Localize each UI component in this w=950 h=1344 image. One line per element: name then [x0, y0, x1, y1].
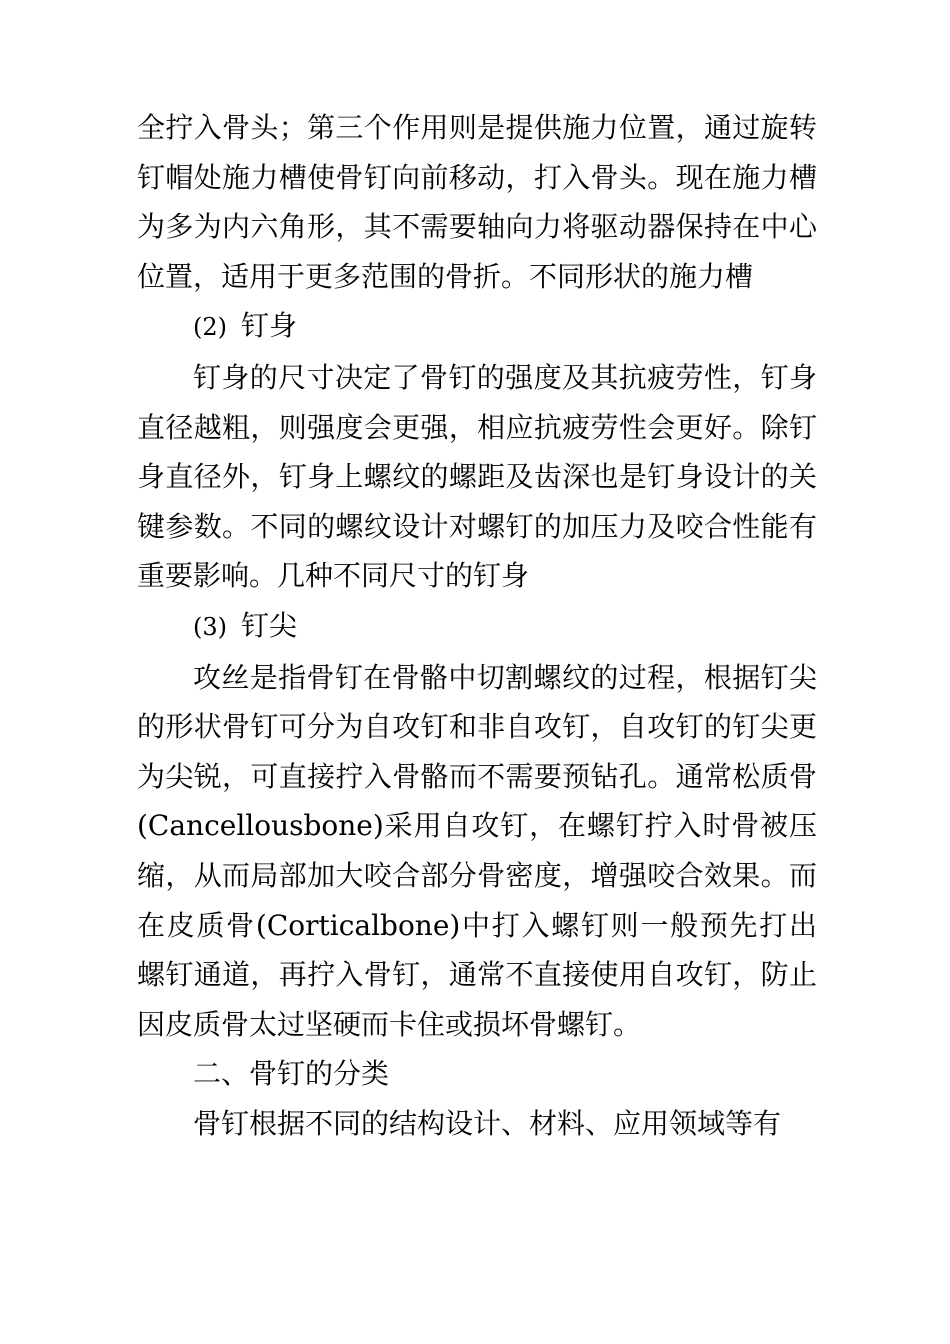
section-heading-nail-body — [137, 301, 817, 353]
section-title: 钉身 — [241, 309, 298, 343]
section-number: (2) — [193, 313, 227, 342]
paragraph-1: 全拧入骨头；第三个作用则是提供施力位置，通过旋转钉帽处施力槽使骨钉向前移动，打入骨头。现在施力槽为多为内六角形，其不需要轴向力将驱动器保持在中心位置，适用于更多范围的骨折。不同形状的施力槽 — [137, 111, 817, 293]
document-page — [137, 103, 817, 1148]
section-number: (3) — [193, 612, 227, 641]
section-title: 钉尖 — [241, 608, 298, 642]
paragraph-4: 骨钉根据不同的结构设计、材料、应用领域等有 — [193, 1106, 782, 1140]
section-heading-nail-tip — [137, 601, 817, 653]
paragraph-2: 钉身的尺寸决定了骨钉的强度及其抗疲劳性，钉身直径越粗，则强度会更强，相应抗疲劳性会更好。除钉身直径外，钉身上螺纹的螺距及齿深也是钉身设计的关键参数。不同的螺纹设计对螺钉的加压力及咬合性能有重要影响。几种不同尺寸的钉身 — [137, 360, 817, 593]
section-heading-classification: 二、骨钉的分类 — [193, 1057, 390, 1091]
paragraph-3: 攻丝是指骨钉在骨骼中切割螺纹的过程，根据钉尖的形状骨钉可分为自攻钉和非自攻钉，自攻钉的钉尖更为尖锐，可直接拧入骨骼而不需要预钻孔。通常松质骨(Cancellousbone)采用自攻钉，在螺钉拧入时骨被压缩，从而局部加大咬合部分骨密度，增强咬合效果。而在皮质骨(Corticalbone)中打入螺钉则一般预先打出螺钉通道，再拧入骨钉，通常不直接使用自攻钉，防止因皮质骨太过坚硬而卡住或损坏骨螺钉。 — [137, 660, 817, 1041]
